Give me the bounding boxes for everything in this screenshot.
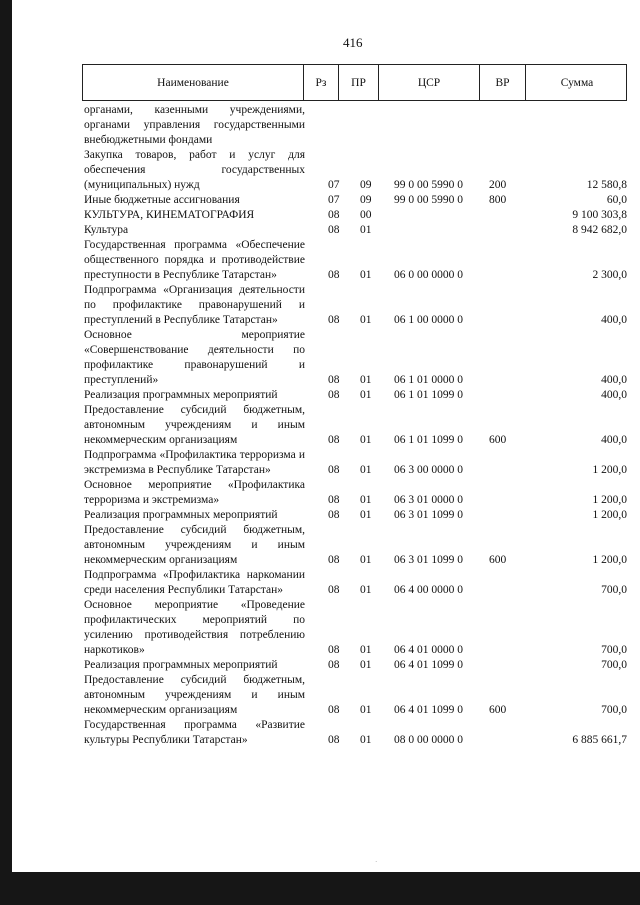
scan-speck: · [375, 858, 378, 866]
row-sum: 1 200,0 [592, 509, 627, 521]
page-number: 416 [343, 35, 363, 50]
table-body [84, 103, 629, 748]
row-pr: 01 [360, 314, 372, 326]
row-rz: 08 [328, 554, 340, 566]
row-pr: 01 [360, 269, 372, 281]
table-row [84, 388, 629, 403]
row-csr: 99 0 00 5990 0 [394, 194, 463, 206]
row-rz: 08 [328, 434, 340, 446]
table-row [84, 238, 629, 283]
row-csr: 06 3 01 1099 0 [394, 554, 463, 566]
row-pr: 01 [360, 389, 372, 401]
row-pr: 01 [360, 734, 372, 746]
row-name: Предоставление субсидий бюджетным, автономным учреждениям и иным некоммерческим организациям [84, 674, 305, 716]
row-sum: 400,0 [601, 434, 627, 446]
row-sum: 400,0 [601, 374, 627, 386]
row-rz: 07 [328, 194, 340, 206]
row-rz: 08 [328, 509, 340, 521]
row-pr: 09 [360, 194, 372, 206]
row-name: органами, казенными учреждениями, органами управления государственными внебюджетными фондами [84, 104, 305, 146]
row-name: Предоставление субсидий бюджетным, автономным учреждениям и иным некоммерческим организациям [84, 404, 305, 446]
header-vr: ВР [479, 65, 525, 100]
row-pr: 01 [360, 374, 372, 386]
header-sum: Сумма [525, 65, 628, 100]
row-rz: 07 [328, 179, 340, 191]
header-rz: Рз [303, 65, 338, 100]
row-rz: 08 [328, 269, 340, 281]
row-name: Подпрограмма «Организация деятельности по профилактике правонарушений и преступлений в Республике Татарстан» [84, 284, 305, 326]
row-sum: 400,0 [601, 314, 627, 326]
row-rz: 08 [328, 704, 340, 716]
row-vr: 200 [489, 179, 507, 191]
table-row [84, 523, 629, 568]
table-row [84, 193, 629, 208]
table-row [84, 508, 629, 523]
row-csr: 06 4 01 1099 0 [394, 659, 463, 671]
row-pr: 01 [360, 704, 372, 716]
table-row [84, 658, 629, 673]
row-sum: 8 942 682,0 [572, 224, 627, 236]
row-sum: 9 100 303,8 [572, 209, 627, 221]
row-csr: 99 0 00 5990 0 [394, 179, 463, 191]
row-csr: 06 0 00 0000 0 [394, 269, 463, 281]
row-pr: 09 [360, 179, 372, 191]
row-csr: 06 1 01 1099 0 [394, 434, 463, 446]
table-header [82, 64, 627, 101]
header-csr: ЦСР [378, 65, 479, 100]
row-pr: 01 [360, 644, 372, 656]
row-name: Реализация программных мероприятий [84, 509, 278, 521]
row-sum: 12 580,8 [586, 179, 627, 191]
row-name: КУЛЬТУРА, КИНЕМАТОГРАФИЯ [84, 209, 255, 221]
table-row [84, 328, 629, 388]
row-csr: 06 4 01 1099 0 [394, 704, 463, 716]
row-vr: 600 [489, 554, 507, 566]
row-sum: 1 200,0 [592, 464, 627, 476]
table-row [84, 448, 629, 478]
row-csr: 06 3 01 0000 0 [394, 494, 463, 506]
row-name: Основное мероприятие «Профилактика терроризма и экстремизма» [84, 479, 305, 506]
row-sum: 2 300,0 [592, 269, 627, 281]
row-name: Основное мероприятие «Совершенствование деятельности по профилактике правонарушений и преступлений» [84, 329, 305, 386]
row-csr: 06 3 00 0000 0 [394, 464, 463, 476]
row-name: Реализация программных мероприятий [84, 389, 278, 401]
row-vr: 800 [489, 194, 507, 206]
row-pr: 01 [360, 464, 372, 476]
row-rz: 08 [328, 464, 340, 476]
table-row [84, 103, 629, 148]
table-row [84, 223, 629, 238]
row-rz: 08 [328, 389, 340, 401]
row-pr: 01 [360, 584, 372, 596]
header-name: Наименование [157, 76, 229, 89]
row-csr: 08 0 00 0000 0 [394, 734, 463, 746]
table-row [84, 568, 629, 598]
row-sum: 1 200,0 [592, 494, 627, 506]
header-pr: ПР [338, 65, 378, 100]
row-csr: 06 1 01 1099 0 [394, 389, 463, 401]
row-rz: 08 [328, 224, 340, 236]
row-name: Иные бюджетные ассигнования [84, 194, 240, 206]
row-csr: 06 4 01 0000 0 [394, 644, 463, 656]
row-pr: 01 [360, 224, 372, 236]
row-name: Подпрограмма «Профилактика наркомании среди населения Республики Татарстан» [84, 569, 305, 596]
row-rz: 08 [328, 644, 340, 656]
row-sum: 700,0 [601, 704, 627, 716]
row-name: Закупка товаров, работ и услуг для обеспечения государственных (муниципальных) нужд [84, 149, 305, 191]
row-name: Государственная программа «Обеспечение общественного порядка и противодействие преступности в Республике Татарстан» [84, 239, 305, 281]
row-vr: 600 [489, 704, 507, 716]
row-name: Государственная программа «Развитие культуры Республики Татарстан» [84, 719, 305, 746]
row-pr: 01 [360, 509, 372, 521]
table-row [84, 283, 629, 328]
table-row [84, 673, 629, 718]
row-name: Культура [84, 224, 129, 236]
row-vr: 600 [489, 434, 507, 446]
row-name: Предоставление субсидий бюджетным, автономным учреждениям и иным некоммерческим организациям [84, 524, 305, 566]
row-rz: 08 [328, 659, 340, 671]
row-sum: 6 885 661,7 [572, 734, 627, 746]
row-sum: 400,0 [601, 389, 627, 401]
row-name: Реализация программных мероприятий [84, 659, 278, 671]
row-name: Основное мероприятие «Проведение профилактических мероприятий по усилению противодействия потреблению наркотиков» [84, 599, 305, 656]
row-rz: 08 [328, 374, 340, 386]
row-csr: 06 4 00 0000 0 [394, 584, 463, 596]
table-row [84, 598, 629, 658]
table-row [84, 478, 629, 508]
row-sum: 700,0 [601, 644, 627, 656]
table-row [84, 148, 629, 193]
row-rz: 08 [328, 494, 340, 506]
row-rz: 08 [328, 584, 340, 596]
scan-bottom-edge [0, 872, 640, 905]
row-csr: 06 1 01 0000 0 [394, 374, 463, 386]
table-row [84, 718, 629, 748]
row-csr: 06 3 01 1099 0 [394, 509, 463, 521]
row-pr: 00 [360, 209, 372, 221]
row-pr: 01 [360, 659, 372, 671]
row-sum: 700,0 [601, 659, 627, 671]
row-pr: 01 [360, 554, 372, 566]
scan-left-edge [0, 0, 12, 905]
row-name: Подпрограмма «Профилактика терроризма и экстремизма в Республике Татарстан» [84, 449, 305, 476]
row-csr: 06 1 00 0000 0 [394, 314, 463, 326]
row-rz: 08 [328, 314, 340, 326]
row-rz: 08 [328, 209, 340, 221]
row-pr: 01 [360, 434, 372, 446]
row-sum: 60,0 [606, 194, 627, 206]
row-sum: 700,0 [601, 584, 627, 596]
table-row [84, 208, 629, 223]
row-sum: 1 200,0 [592, 554, 627, 566]
row-pr: 01 [360, 494, 372, 506]
table-row [84, 403, 629, 448]
row-rz: 08 [328, 734, 340, 746]
